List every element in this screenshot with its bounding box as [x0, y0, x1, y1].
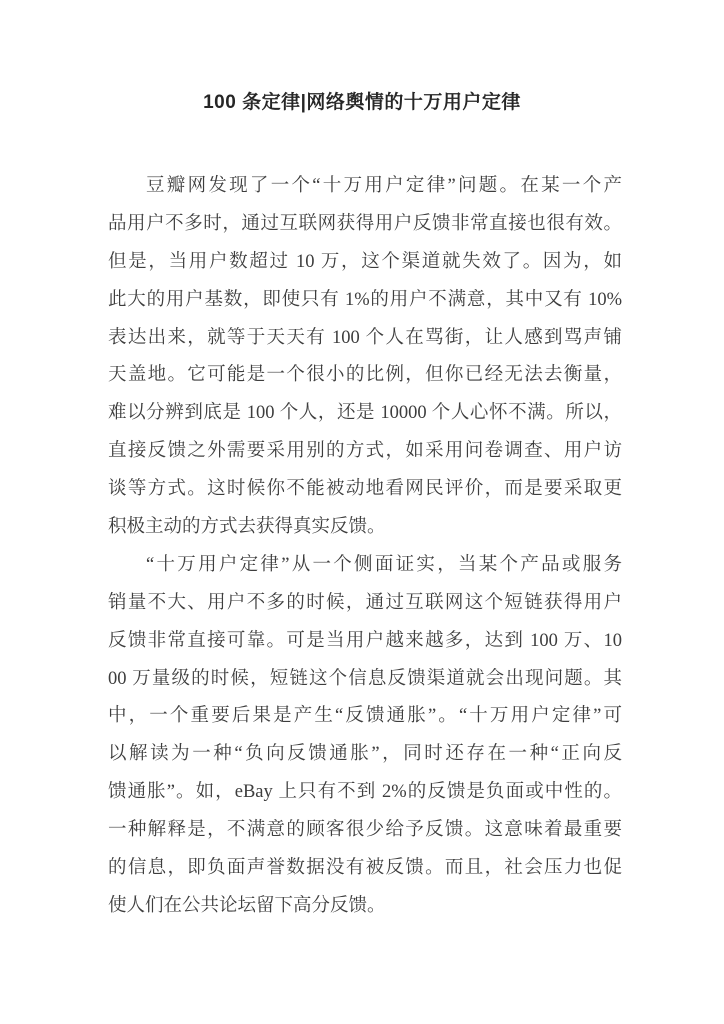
text-line: 反馈非常直接可靠。可是当用户越来越多，达到 100 万、10	[108, 630, 622, 651]
text-line: 表达出来，就等于天天有 100 个人在骂街，让人感到骂声铺	[108, 327, 622, 348]
text-line: 谈等方式。这时候你不能被动地看网民评价，而是要采取更	[108, 479, 622, 500]
text-line: 直接反馈之外需要采用别的方式，如采用问卷调查、用户访	[108, 441, 622, 462]
text-line: 但是，当用户数超过 10 万，这个渠道就失效了。因为，如	[108, 251, 622, 272]
text-line: 天盖地。它可能是一个很小的比例，但你已经无法去衡量，	[108, 365, 622, 386]
text-line: 一种解释是，不满意的顾客很少给予反馈。这意味着最重要	[108, 820, 622, 841]
text-line: 的信息，即负面声誉数据没有被反馈。而且，社会压力也促	[108, 858, 622, 879]
text-line: 品用户不多时，通过互联网获得用户反馈非常直接也很有效。	[108, 213, 622, 234]
text-line: 使人们在公共论坛留下高分反馈。	[108, 895, 386, 916]
document-body	[108, 168, 622, 926]
text-line: 销量不大、用户不多的时候，通过互联网这个短链获得用户	[108, 592, 622, 613]
text-line: “十万用户定律”从一个侧面证实，当某个产品或服务	[146, 554, 622, 575]
text-line: 豆瓣网发现了一个“十万用户定律”问题。在某一个产	[146, 176, 622, 196]
text-line: 中，一个重要后果是产生“反馈通胀”。“十万用户定律”可	[108, 706, 622, 727]
text-line: 此大的用户基数，即使只有 1%的用户不满意，其中又有 10%	[108, 289, 622, 310]
text-line: 积极主动的方式去获得真实反馈。	[108, 517, 386, 538]
text-line: 00 万量级的时候，短链这个信息反馈渠道就会出现问题。其	[108, 668, 622, 689]
text-line: 以解读为一种“负向反馈通胀”，同时还存在一种“正向反	[108, 744, 622, 765]
document-title: 100 条定律|网络舆情的十万用户定律	[203, 92, 521, 113]
text-line: 难以分辨到底是 100 个人，还是 10000 个人心怀不满。所以，	[108, 403, 622, 424]
text-line: 馈通胀”。如，eBay 上只有不到 2%的反馈是负面或中性的。	[108, 782, 622, 803]
